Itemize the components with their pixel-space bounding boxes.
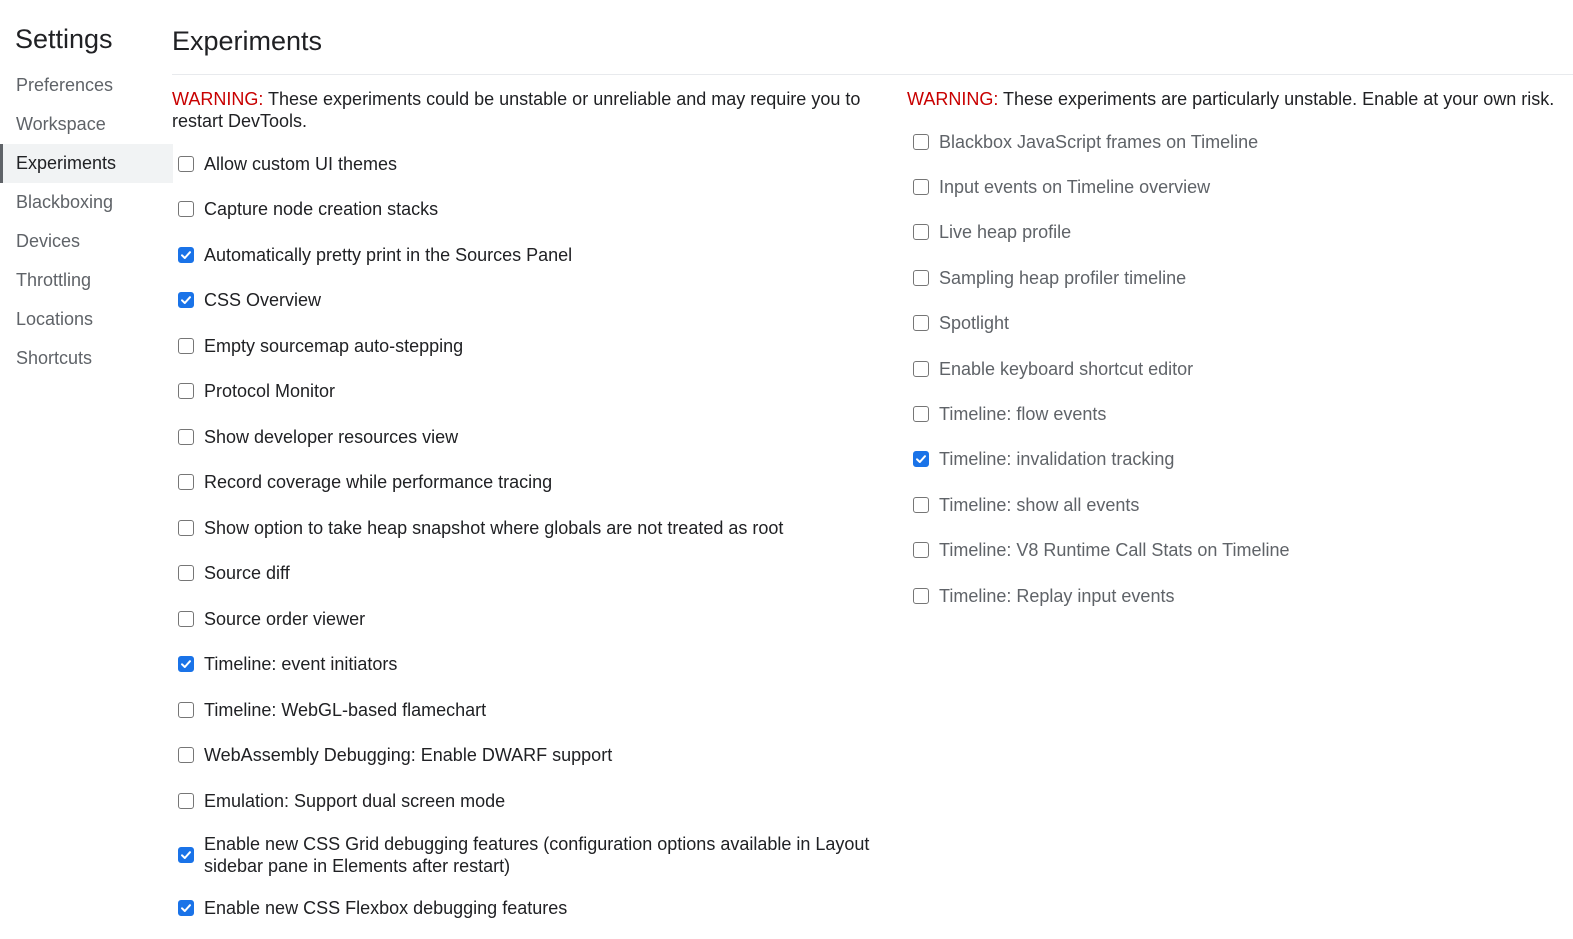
experiment-label: Source order viewer [204, 608, 366, 629]
checkbox-checked[interactable] [178, 292, 194, 308]
checkbox[interactable] [178, 474, 194, 490]
experiment-label: Record coverage while performance tracing [204, 472, 553, 493]
experiment-label: Timeline: V8 Runtime Call Stats on Timeline [939, 540, 1290, 561]
experiment-label: Timeline: Replay input events [939, 585, 1175, 606]
experiment-label: Protocol Monitor [204, 381, 336, 402]
experiment-item[interactable] [172, 414, 882, 460]
unstable-experiment-list [907, 119, 1567, 618]
checkbox[interactable] [913, 179, 929, 195]
checkbox-checked[interactable] [178, 656, 194, 672]
experiment-label: Live heap profile [939, 222, 1072, 243]
experiment-item[interactable] [172, 187, 882, 233]
checkbox[interactable] [913, 406, 929, 422]
checkbox[interactable] [178, 747, 194, 763]
experiment-label: Enable new CSS Flexbox debugging features [204, 898, 568, 919]
experiment-label: Show option to take heap snapshot where globals are not treated as root [204, 517, 784, 538]
checkbox-checked[interactable] [913, 451, 929, 467]
experiment-label: Sampling heap profiler timeline [939, 267, 1187, 288]
experiment-item[interactable] [172, 278, 882, 324]
experiment-item[interactable] [172, 687, 882, 733]
checkbox[interactable] [178, 201, 194, 217]
checkmark-icon [180, 249, 192, 261]
experiment-list [172, 141, 882, 931]
sidebar-item-shortcuts[interactable]: Shortcuts [16, 348, 93, 368]
experiment-label: Capture node creation stacks [204, 199, 439, 220]
warning-text: These experiments could be unstable or unreliable and may require you to restart DevTools. [172, 89, 861, 131]
checkbox[interactable] [913, 224, 929, 240]
page-title: Experiments [172, 26, 323, 56]
experiment-label: Timeline: event initiators [204, 654, 398, 675]
warning-label: WARNING: [907, 89, 999, 109]
experiment-label: Source diff [204, 563, 290, 584]
experiments-column-unstable [907, 88, 1567, 618]
sidebar-item-devices[interactable]: Devices [16, 231, 81, 251]
experiment-item[interactable] [907, 119, 1567, 164]
experiment-item[interactable] [907, 346, 1567, 391]
checkbox[interactable] [178, 156, 194, 172]
experiment-label: Enable new CSS Grid debugging features (configuration options available in Layout sidebar pane in Elements after restart) [204, 833, 870, 876]
checkbox[interactable] [178, 338, 194, 354]
experiment-label: Emulation: Support dual screen mode [204, 790, 506, 811]
title-divider [172, 74, 1573, 75]
checkbox[interactable] [178, 565, 194, 581]
checkmark-icon [180, 294, 192, 306]
experiment-item[interactable] [172, 596, 882, 642]
sidebar-item-workspace[interactable]: Workspace [16, 114, 106, 134]
experiment-item[interactable] [907, 391, 1567, 436]
experiment-item[interactable] [172, 886, 882, 932]
warning-label: WARNING: [172, 89, 264, 109]
checkbox-checked[interactable] [178, 847, 194, 863]
experiment-item[interactable] [172, 369, 882, 415]
experiment-label: Spotlight [939, 313, 1010, 334]
experiment-item[interactable] [907, 482, 1567, 527]
experiment-label: Automatically pretty print in the Sources Panel [204, 244, 573, 265]
experiments-column-stable [172, 88, 882, 931]
checkbox[interactable] [913, 270, 929, 286]
checkbox[interactable] [178, 429, 194, 445]
checkmark-icon [180, 658, 192, 670]
checkbox[interactable] [178, 702, 194, 718]
experiment-label: Timeline: flow events [939, 404, 1107, 425]
checkbox-checked[interactable] [178, 247, 194, 263]
experiments-panel [172, 0, 1573, 939]
experiment-item[interactable] [172, 232, 882, 278]
warning-message [172, 88, 882, 132]
experiment-item[interactable] [172, 323, 882, 369]
experiment-label: WebAssembly Debugging: Enable DWARF support [204, 745, 613, 766]
experiment-item[interactable] [907, 164, 1567, 209]
experiment-item[interactable] [907, 255, 1567, 300]
experiment-item[interactable] [172, 551, 882, 597]
checkmark-icon [180, 849, 192, 861]
checkbox[interactable] [913, 361, 929, 377]
sidebar-item-throttling[interactable]: Throttling [16, 270, 92, 290]
checkbox[interactable] [913, 315, 929, 331]
experiment-item[interactable] [907, 437, 1567, 482]
sidebar-item-blackboxing[interactable]: Blackboxing [16, 192, 114, 212]
settings-sidebar [0, 0, 173, 939]
experiment-item[interactable] [172, 778, 882, 824]
experiment-item[interactable] [172, 733, 882, 779]
checkbox[interactable] [178, 520, 194, 536]
checkbox[interactable] [913, 588, 929, 604]
checkbox[interactable] [913, 134, 929, 150]
experiment-item[interactable] [907, 301, 1567, 346]
experiment-label: Enable keyboard shortcut editor [939, 358, 1194, 379]
experiment-label: Blackbox JavaScript frames on Timeline [939, 131, 1259, 152]
experiment-label: Show developer resources view [204, 426, 459, 447]
checkbox[interactable] [178, 383, 194, 399]
checkbox-checked[interactable] [178, 900, 194, 916]
experiment-label: Empty sourcemap auto-stepping [204, 335, 464, 356]
checkmark-icon [180, 902, 192, 914]
checkbox[interactable] [913, 542, 929, 558]
sidebar-item-preferences[interactable]: Preferences [16, 75, 114, 95]
checkbox[interactable] [178, 793, 194, 809]
sidebar-item-locations[interactable]: Locations [16, 309, 94, 329]
warning-text: These experiments are particularly unstable. Enable at your own risk. [998, 89, 1555, 109]
sidebar-item-experiments[interactable]: Experiments [0, 144, 173, 183]
sidebar-nav [0, 66, 173, 378]
sidebar-title: Settings [15, 24, 113, 54]
experiment-label: Timeline: invalidation tracking [939, 449, 1175, 470]
experiment-label: Timeline: show all events [939, 494, 1140, 515]
checkbox[interactable] [913, 497, 929, 513]
warning-message-unstable [907, 88, 1567, 110]
experiment-item[interactable] [172, 505, 882, 551]
experiment-item[interactable] [907, 210, 1567, 255]
experiment-label: Allow custom UI themes [204, 153, 398, 174]
checkmark-icon [915, 453, 927, 465]
experiment-label: Input events on Timeline overview [939, 177, 1211, 198]
experiment-item[interactable] [907, 573, 1567, 618]
experiment-item[interactable] [172, 824, 882, 886]
checkbox[interactable] [178, 611, 194, 627]
experiment-label: CSS Overview [204, 290, 322, 311]
experiment-item[interactable] [172, 460, 882, 506]
experiment-label: Timeline: WebGL-based flamechart [204, 699, 487, 720]
experiment-item[interactable] [172, 141, 882, 187]
experiment-item[interactable] [907, 528, 1567, 573]
experiment-item[interactable] [172, 642, 882, 688]
